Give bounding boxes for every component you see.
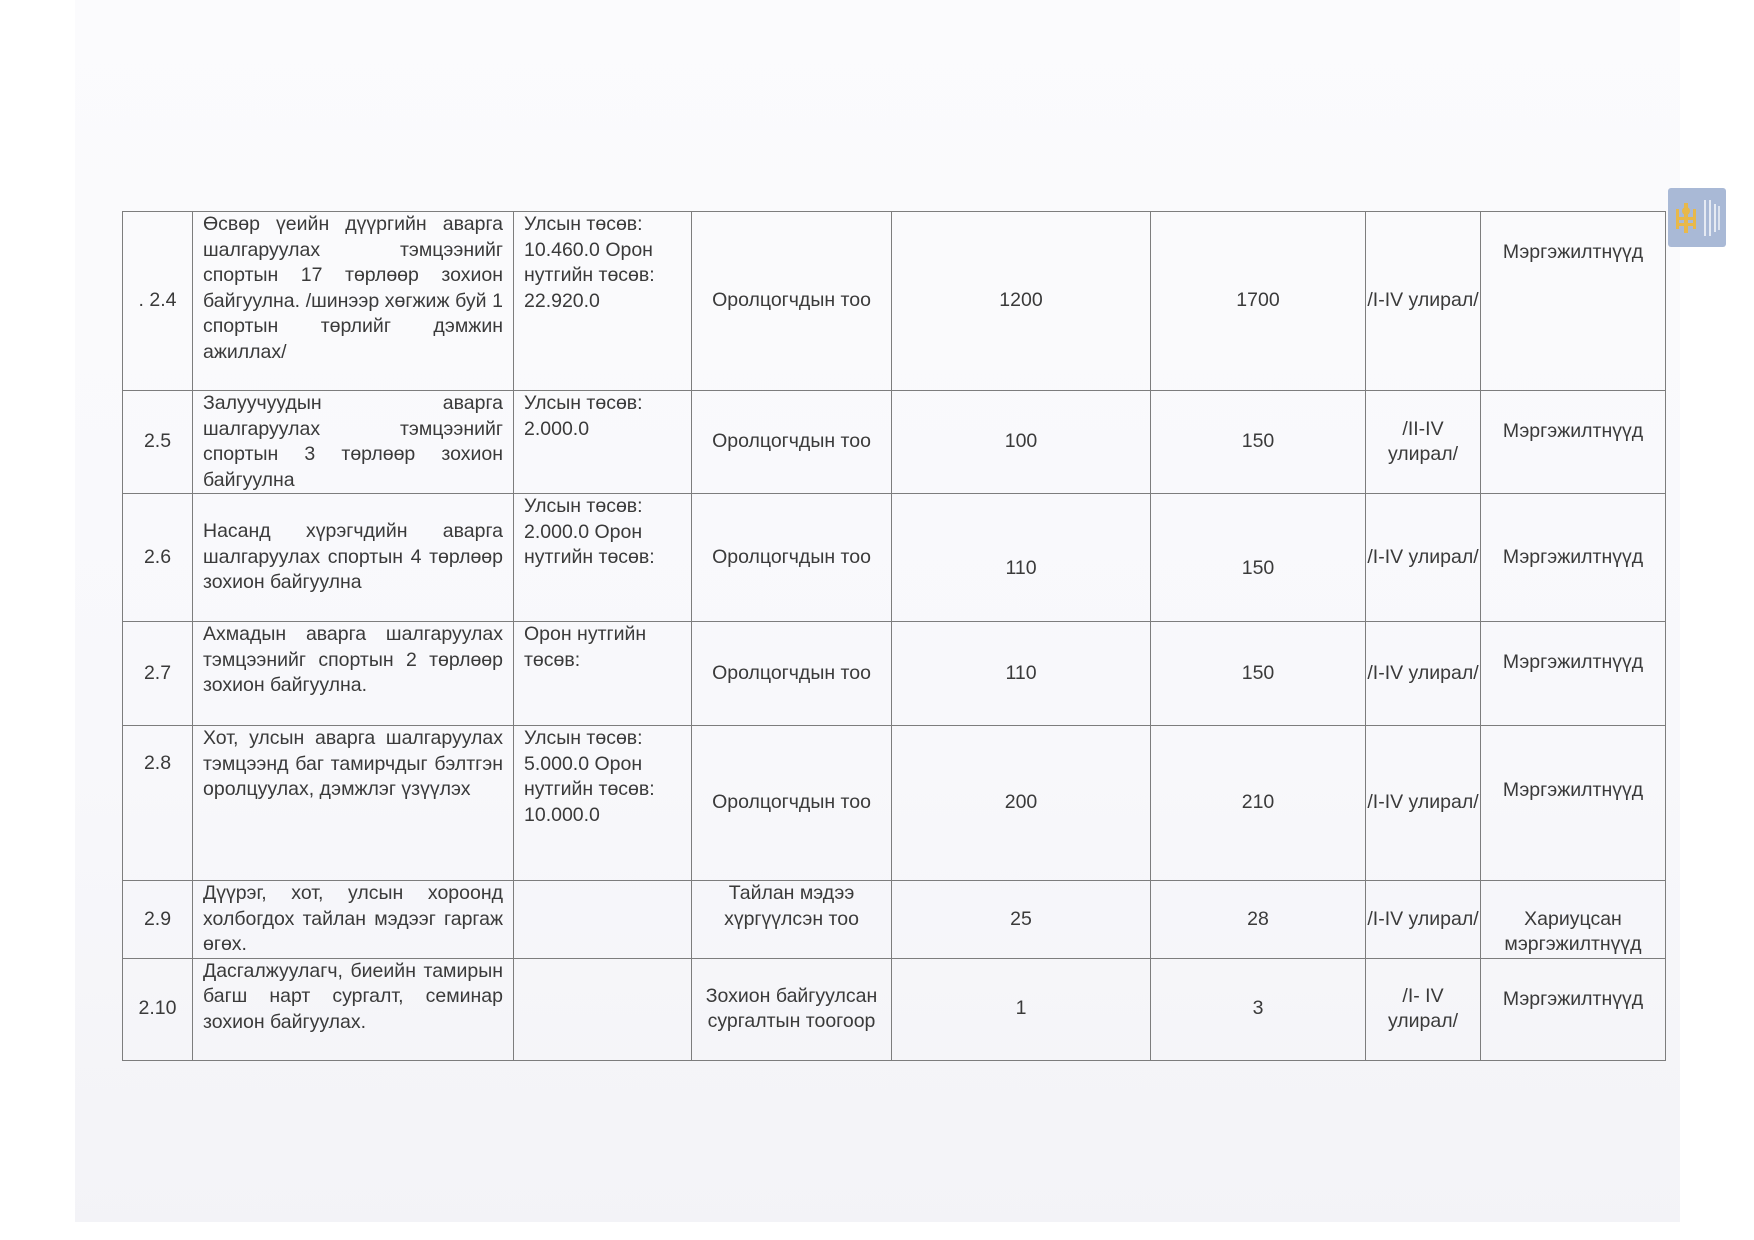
target-cell: 150 xyxy=(1151,622,1366,726)
row-number: 2.5 xyxy=(123,391,193,494)
table-row xyxy=(123,622,1666,726)
period-cell: /I-IV улирал/ xyxy=(1366,494,1481,622)
row-number: 2.6 xyxy=(123,494,193,622)
table-row xyxy=(123,726,1666,881)
stamp-lettering xyxy=(1702,196,1722,240)
budget-cell xyxy=(514,958,692,1060)
soyombo-stamp xyxy=(1668,188,1726,247)
table-row xyxy=(123,391,1666,494)
period-cell: /I- IV улирал/ xyxy=(1366,958,1481,1060)
responsible-cell: Мэргэжилтнүүд xyxy=(1481,958,1666,1060)
responsible-cell: Хариуцсан мэргэжилтнүүд xyxy=(1481,881,1666,959)
period-cell: /I-IV улирал/ xyxy=(1366,726,1481,881)
budget-cell: Орон нутгийн төсөв: xyxy=(514,622,692,726)
target-cell: 28 xyxy=(1151,881,1366,959)
action-plan-table xyxy=(122,211,1666,1061)
indicator-cell: Оролцогчдын тоо xyxy=(692,494,892,622)
baseline-cell: 100 xyxy=(892,391,1151,494)
table-row xyxy=(123,212,1666,391)
baseline-cell: 1 xyxy=(892,958,1151,1060)
baseline-cell: 1200 xyxy=(892,212,1151,391)
budget-cell xyxy=(514,881,692,959)
responsible-cell: Мэргэжилтнүүд xyxy=(1481,391,1666,494)
activity-cell: Ахмадын аварга шалгаруулах тэмцээнийг спортын 2 төрлөөр зохион байгуулна. xyxy=(193,622,514,726)
activity-cell: Насанд хүрэгчдийн аварга шалгаруулах спортын 4 төрлөөр зохион байгуулна xyxy=(193,494,514,622)
activity-cell: Дүүрэг, хот, улсын хороонд холбогдох тайлан мэдээг гаргаж өгөх. xyxy=(193,881,514,959)
table-row xyxy=(123,494,1666,622)
target-cell: 3 xyxy=(1151,958,1366,1060)
target-cell: 150 xyxy=(1151,494,1366,622)
table-row xyxy=(123,881,1666,959)
period-cell: /I-IV улирал/ xyxy=(1366,622,1481,726)
row-number: 2.8 xyxy=(123,726,193,881)
baseline-cell: 110 xyxy=(892,494,1151,622)
activity-cell: Өсвөр үеийн дүүргийн аварга шалгаруулах тэмцээнийг спортын 17 төрлөөр зохион байгуулна. /шинээр хөгжиж буй 1 спортын төрлийг дэмжин ажиллах/ xyxy=(193,212,514,391)
responsible-cell: Мэргэжилтнүүд xyxy=(1481,494,1666,622)
row-number: 2.7 xyxy=(123,622,193,726)
period-cell: /I-IV улирал/ xyxy=(1366,881,1481,959)
target-cell: 1700 xyxy=(1151,212,1366,391)
indicator-cell: Оролцогчдын тоо xyxy=(692,726,892,881)
budget-cell: Улсын төсөв: 10.460.0 Орон нутгийн төсөв: 22.920.0 xyxy=(514,212,692,391)
indicator-cell: Тайлан мэдээ хүргүүлсэн тоо xyxy=(692,881,892,959)
activity-cell: Залуучуудын аварга шалгаруулах тэмцээнийг спортын 3 төрлөөр зохион байгуулна xyxy=(193,391,514,494)
activity-cell: Хот, улсын аварга шалгаруулах тэмцээнд баг тамирчдыг бэлтгэн оролцуулах, дэмжлэг үзүүлэх xyxy=(193,726,514,881)
budget-cell: Улсын төсөв: 2.000.0 xyxy=(514,391,692,494)
scan-bottom-margin xyxy=(75,1222,1680,1240)
target-cell: 210 xyxy=(1151,726,1366,881)
scan-margin xyxy=(0,0,75,1240)
row-number: 2.10 xyxy=(123,958,193,1060)
indicator-cell: Оролцогчдын тоо xyxy=(692,622,892,726)
row-number: 2.9 xyxy=(123,881,193,959)
table-row xyxy=(123,958,1666,1060)
activity-cell: Дасгалжуулагч, биеийн тамирын багш нарт сургалт, семинар зохион байгуулах. xyxy=(193,958,514,1060)
indicator-cell: Оролцогчдын тоо xyxy=(692,212,892,391)
budget-cell: Улсын төсөв: 2.000.0 Орон нутгийн төсөв: xyxy=(514,494,692,622)
row-number: . 2.4 xyxy=(123,212,193,391)
responsible-cell: Мэргэжилтнүүд xyxy=(1481,622,1666,726)
indicator-cell: Оролцогчдын тоо xyxy=(692,391,892,494)
period-cell: /I-IV улирал/ xyxy=(1366,212,1481,391)
period-cell: /II-IV улирал/ xyxy=(1366,391,1481,494)
baseline-cell: 25 xyxy=(892,881,1151,959)
indicator-cell: Зохион байгуулсан сургалтын тоогоор xyxy=(692,958,892,1060)
baseline-cell: 110 xyxy=(892,622,1151,726)
soyombo-icon xyxy=(1673,201,1699,235)
budget-cell: Улсын төсөв: 5.000.0 Орон нутгийн төсөв: 10.000.0 xyxy=(514,726,692,881)
baseline-cell: 200 xyxy=(892,726,1151,881)
responsible-cell: Мэргэжилтнүүд xyxy=(1481,212,1666,391)
responsible-cell: Мэргэжилтнүүд xyxy=(1481,726,1666,881)
target-cell: 150 xyxy=(1151,391,1366,494)
